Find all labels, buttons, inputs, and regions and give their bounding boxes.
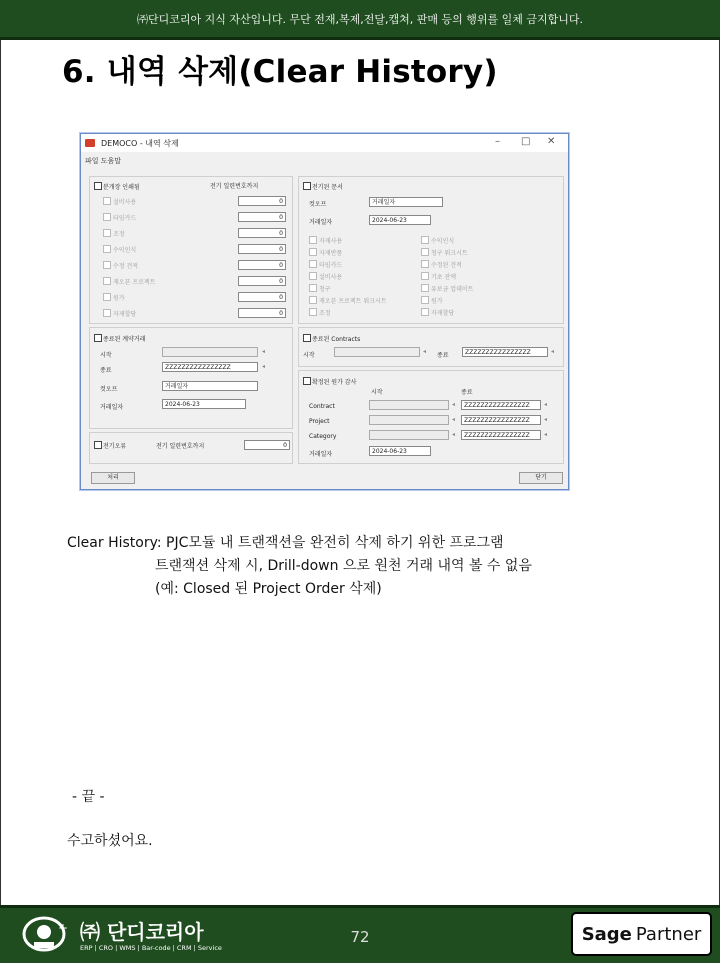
cost-audit-checkbox[interactable] [303, 377, 311, 385]
lookup-icon[interactable]: ◂ [551, 348, 555, 355]
posted-item-checkbox[interactable] [309, 284, 317, 292]
audit-end-field[interactable]: ZZZZZZZZZZZZZZZZ [461, 430, 541, 440]
posted-item-label: 기초 잔액 [431, 274, 457, 281]
gl-item-checkbox[interactable] [103, 277, 111, 285]
contract-start-label: 시작 [100, 352, 112, 359]
gl-printed-group [89, 176, 293, 324]
posting-errors-group [89, 432, 293, 464]
cost-audit-label: 확정된 원가 감사 [312, 379, 357, 386]
posted-item-label: 재오픈 프로젝트 워크시트 [319, 298, 387, 305]
audit-start-field[interactable] [369, 400, 449, 410]
posted-item-checkbox[interactable] [309, 260, 317, 268]
gl-column-header: 전기 일련번호까지 [210, 183, 259, 190]
company-name: ㈜ 단디코리아 [80, 920, 204, 944]
gl-item-value[interactable]: 0 [238, 228, 286, 238]
posted-item-label: 자재반품 [319, 250, 343, 257]
audit-end-field[interactable]: ZZZZZZZZZZZZZZZZ [461, 400, 541, 410]
menu-bar[interactable]: 파일 도움말 [85, 157, 122, 165]
lookup-icon[interactable]: ◂ [452, 431, 456, 438]
gl-item-label: 자재할당 [113, 311, 137, 318]
audit-start-header: 시작 [371, 389, 383, 396]
gl-item-label: 수익인식 [113, 247, 137, 254]
partner-label: Partner [635, 923, 702, 945]
lookup-icon[interactable]: ◂ [262, 348, 266, 355]
svg-text:+: + [58, 921, 69, 935]
gl-item-checkbox[interactable] [103, 197, 111, 205]
company-tagline: ERP | CRO | WMS | Bar-code | CRM | Service [80, 944, 222, 952]
contract-cutoff-label: 컷오프 [100, 386, 118, 393]
contracts-start-field[interactable] [334, 347, 420, 357]
sage-logo: Sage [581, 923, 632, 945]
gl-item-value[interactable]: 0 [238, 308, 286, 318]
posted-docs-label: 전기된 문서 [312, 184, 343, 191]
audit-end-header: 종료 [461, 389, 473, 396]
posted-item-checkbox[interactable] [421, 284, 429, 292]
audit-row-label: Contract [309, 403, 335, 410]
contract-end-label: 종료 [100, 367, 112, 374]
closed-contract-trx-label: 종료된 계약거래 [103, 336, 146, 343]
posted-item-checkbox[interactable] [421, 260, 429, 268]
gl-item-value[interactable]: 0 [238, 196, 286, 206]
copyright-banner [0, 0, 720, 40]
footer-bar [0, 905, 720, 963]
closed-contracts-label: 종료된 Contracts [312, 336, 361, 343]
posted-item-checkbox[interactable] [309, 248, 317, 256]
cost-audit-group [298, 370, 564, 464]
contracts-start-label: 시작 [303, 352, 315, 359]
close-window-button[interactable]: ✕ [547, 136, 556, 147]
lookup-icon[interactable]: ◂ [262, 363, 266, 370]
posted-item-checkbox[interactable] [309, 308, 317, 316]
contract-date-field[interactable]: 2024-06-23 [162, 399, 246, 409]
audit-start-field[interactable] [369, 415, 449, 425]
posted-item-checkbox[interactable] [421, 236, 429, 244]
description-line-1: Clear History: PJC모듈 내 트랜잭션을 완전히 삭제 하기 위한 프로그램 [67, 535, 504, 551]
gl-item-checkbox[interactable] [103, 213, 111, 221]
posting-errors-checkbox[interactable] [94, 441, 102, 449]
gl-item-checkbox[interactable] [103, 261, 111, 269]
description-line-2: 트랜잭션 삭제 시, Drill-down 으로 원천 거래 내역 볼 수 없음 [155, 558, 532, 574]
gl-printed-checkbox[interactable] [94, 182, 102, 190]
posted-date-label: 거래일자 [309, 219, 333, 226]
contract-date-label: 거래일자 [100, 404, 124, 411]
slide-title: 6. 내역 삭제(Clear History) [62, 54, 498, 90]
clear-history-window [80, 133, 569, 490]
posted-item-label: 수정된 견적 [431, 262, 462, 269]
process-button[interactable]: 처리 [91, 472, 135, 484]
lookup-icon[interactable]: ◂ [544, 401, 548, 408]
closed-contract-trx-group [89, 327, 293, 429]
lookup-icon[interactable]: ◂ [544, 431, 548, 438]
gl-item-value[interactable]: 0 [238, 276, 286, 286]
page-number: 72 [350, 928, 370, 946]
posted-item-checkbox[interactable] [309, 272, 317, 280]
posted-item-label: 자재할당 [431, 310, 455, 317]
gl-item-value[interactable]: 0 [238, 212, 286, 222]
gl-item-checkbox[interactable] [103, 229, 111, 237]
closed-contracts-checkbox[interactable] [303, 334, 311, 342]
posted-item-checkbox[interactable] [309, 296, 317, 304]
contracts-end-label: 종료 [437, 352, 449, 359]
lookup-icon[interactable]: ◂ [544, 416, 548, 423]
gl-printed-label: 분개장 인쇄됨 [103, 184, 140, 191]
gl-item-checkbox[interactable] [103, 309, 111, 317]
close-button[interactable]: 닫기 [519, 472, 563, 484]
gl-item-label: 원가 [113, 295, 125, 302]
gl-item-checkbox[interactable] [103, 245, 111, 253]
audit-row-label: Category [309, 433, 337, 440]
closed-contract-trx-checkbox[interactable] [94, 334, 102, 342]
posting-errors-column: 전기 일련번호까지 [156, 443, 205, 450]
closed-contracts-group [298, 327, 564, 367]
audit-row-label: Project [309, 418, 330, 425]
posted-item-label: 유보금 업데이트 [431, 286, 474, 293]
posted-item-label: 청구 [319, 286, 331, 293]
gl-item-value[interactable]: 0 [238, 292, 286, 302]
posted-item-label: 청구 워크시트 [431, 250, 468, 257]
posted-date-field[interactable]: 2024-06-23 [369, 215, 431, 225]
copyright-text: ㈜단디코리아 지식 자산입니다. 무단 전재,복제,전달,캡쳐, 판매 등의 행위를 일체 금지합니다. [137, 12, 583, 26]
contract-cutoff-select[interactable]: 거래일자 [162, 381, 258, 391]
description-line-3: (예: Closed 된 Project Order 삭제) [155, 581, 382, 597]
contracts-end-field[interactable]: ZZZZZZZZZZZZZZZZ [462, 347, 548, 357]
window-title: DEMOCO - 내역 삭제 [101, 139, 179, 148]
posted-cutoff-label: 컷오프 [309, 201, 327, 208]
lookup-icon[interactable]: ◂ [452, 416, 456, 423]
gl-item-label: 타임카드 [113, 215, 137, 222]
app-icon [85, 139, 95, 147]
posted-item-label: 설비사용 [319, 274, 343, 281]
window-titlebar [81, 134, 568, 152]
audit-date-label: 거래일자 [309, 451, 333, 458]
minimize-button[interactable]: – [495, 136, 500, 147]
posted-item-label: 자재사용 [319, 238, 343, 245]
gl-item-checkbox[interactable] [103, 293, 111, 301]
posted-item-label: 원가 [431, 298, 443, 305]
audit-start-field[interactable] [369, 430, 449, 440]
audit-end-field[interactable]: ZZZZZZZZZZZZZZZZ [461, 415, 541, 425]
end-marker: - 끝 - [72, 789, 105, 805]
posted-item-checkbox[interactable] [421, 272, 429, 280]
posted-item-label: 수익인식 [431, 238, 455, 245]
posting-errors-label: 전기오류 [103, 443, 127, 450]
posted-item-checkbox[interactable] [421, 308, 429, 316]
posting-errors-value[interactable]: 0 [244, 440, 290, 450]
posted-docs-group [298, 176, 564, 324]
posted-item-checkbox[interactable] [309, 236, 317, 244]
gl-item-label: 설비사용 [113, 199, 137, 206]
posted-item-label: 타임카드 [319, 262, 343, 269]
gl-item-label: 수정 견적 [113, 263, 139, 270]
posted-item-label: 조정 [319, 310, 331, 317]
posted-item-checkbox[interactable] [421, 296, 429, 304]
sage-partner-badge [571, 912, 712, 956]
lookup-icon[interactable]: ◂ [423, 348, 427, 355]
audit-date-field[interactable]: 2024-06-23 [369, 446, 431, 456]
maximize-button[interactable]: □ [521, 136, 531, 147]
gl-item-value[interactable]: 0 [238, 260, 286, 270]
contract-end-field[interactable]: ZZZZZZZZZZZZZZZZ [162, 362, 258, 372]
gl-item-value[interactable]: 0 [238, 244, 286, 254]
posted-item-checkbox[interactable] [421, 248, 429, 256]
gl-item-label: 재오픈 프로젝트 [113, 279, 156, 286]
posted-cutoff-select[interactable]: 거래일자 [369, 197, 443, 207]
gl-item-label: 조정 [113, 231, 125, 238]
posted-docs-checkbox[interactable] [303, 182, 311, 190]
closing-message: 수고하셨어요. [67, 833, 153, 849]
lookup-icon[interactable]: ◂ [452, 401, 456, 408]
contract-start-field[interactable] [162, 347, 258, 357]
